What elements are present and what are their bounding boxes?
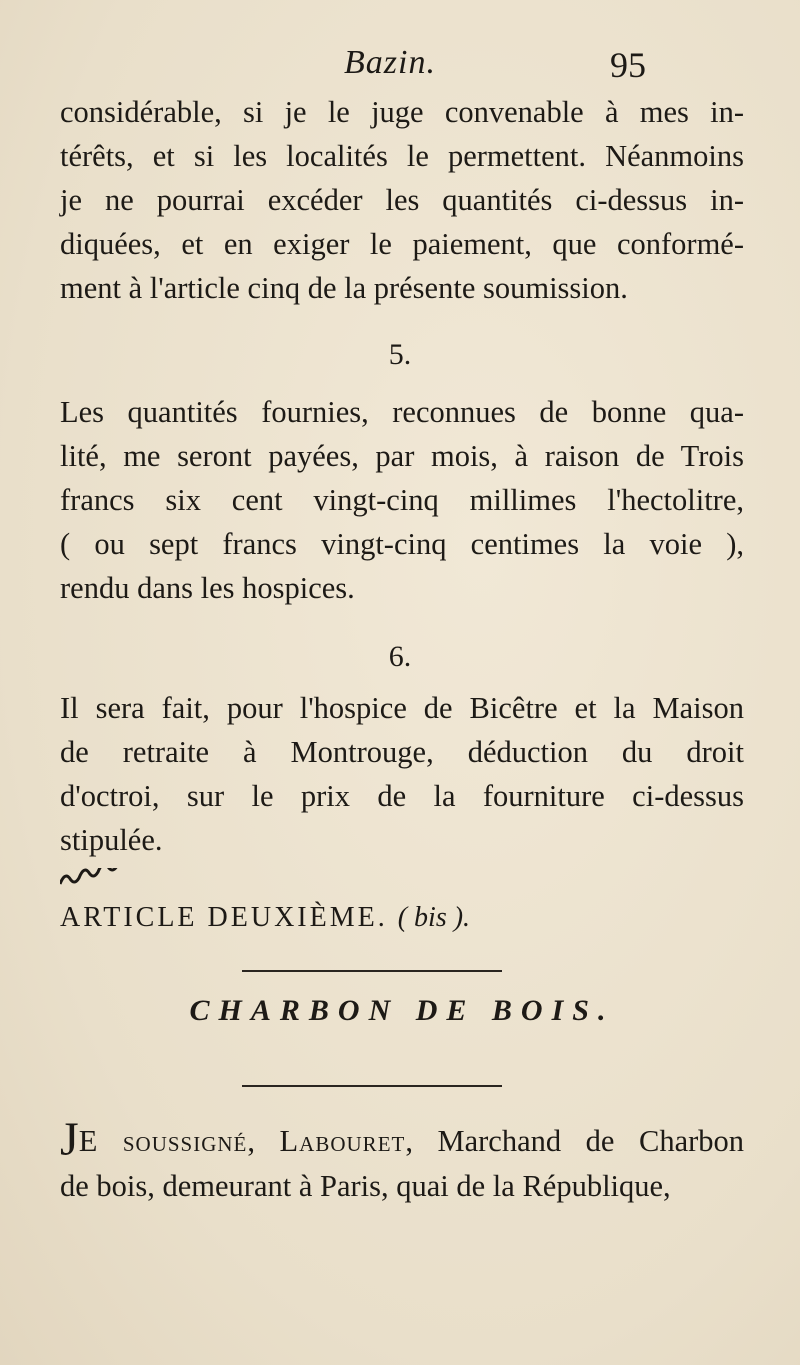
text-line: d'octroi, sur le prix de la fourniture ci-dessus [60,779,744,813]
running-title: Bazin. [344,44,436,81]
article-bis: ( bis ). [397,902,471,933]
drop-cap: JE [60,1113,99,1166]
ornament-divider [60,868,744,894]
text-line: francs six cent vingt-cinq millimes l'hectolitre, [60,483,744,517]
running-head [0,44,800,94]
text-line: diquées, et en exiger le paiement, que conformé- [60,227,744,261]
line-tail: , Marchand de Charbon [405,1124,745,1158]
section-number-6: 6. [388,640,412,673]
person-name: Labouret [279,1124,406,1158]
text-line: ment à l'article cinq de la présente soumission. [60,271,628,305]
text-line: stipulée. [60,823,163,857]
text-line: considérable, si je le juge convenable à mes in- [60,95,744,129]
text-line: rendu dans les hospices. [60,571,355,605]
page-number: 95 [610,45,646,85]
soussigne-word: soussigné [122,1124,248,1158]
text-line: je ne pourrai excéder les quantités ci-dessus in- [60,183,744,217]
text-line: ( ou sept francs vingt-cinq centimes la voie ), [60,527,744,561]
divider-rule [242,970,502,972]
text-line: Les quantités fournies, reconnues de bonne qua- [60,395,744,429]
text-line: de retraite à Montrouge, déduction du droit [60,735,744,769]
text-line: lité, me seront payées, par mois, à raison de Trois [60,439,744,473]
article-heading [60,902,744,934]
subheading: CHARBON DE BOIS. [189,994,615,1027]
text-line: térêts, et si les localités le permettent. Néanmoins [60,139,744,173]
article-heading-text: ARTICLE DEUXIÈME. [60,902,388,933]
text-line: de bois, demeurant à Paris, quai de la République, [60,1169,671,1203]
section-number-5: 5. [388,338,412,371]
text-line: Il sera fait, pour l'hospice de Bicêtre et la Maison [60,691,744,725]
divider-rule [242,1085,502,1087]
text-line: JE soussigné, Labouret, Marchand de Charbon [60,1113,745,1166]
